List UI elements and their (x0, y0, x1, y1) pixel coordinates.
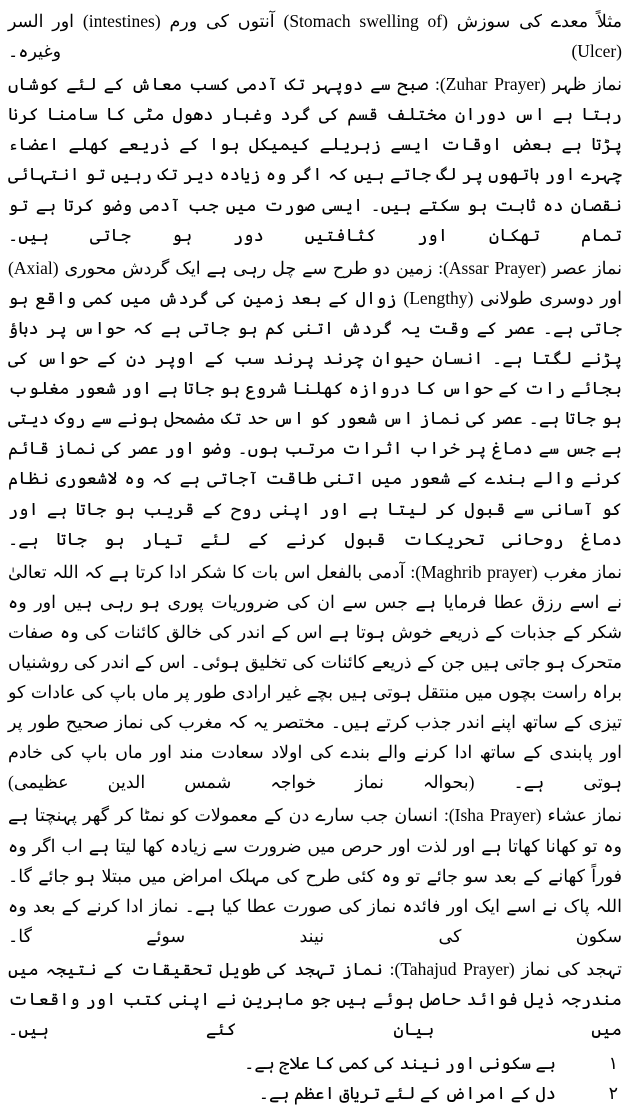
list-item-number: ۲ (608, 1082, 618, 1103)
list-item-number: ۱ (608, 1053, 618, 1074)
paragraph-maghrib-prayer: نماز مغرب (Maghrib prayer): آدمی بالفعل اس بات کا شکر ادا کرتا ہے کہ اللہ تعالیٰ نے اسے رزق عطا فرمایا ہے جس سے ان کی ضروریات پوری ہو رہی ہیں اور وہ شکر کے جذبات کے ذریعے خوش ہوتا ہے اس کے اندر کی خالق کائنات کی وہ صفات متحرک ہو جاتی ہیں جن کے ذریعے کائنات کی تخلیق ہوئی۔ اس کے اندر کی روشنیاں براہ راست بچوں میں منتقل ہوتی ہیں بچے غیر ارادی طور پر ماں باپ کی عادات کو تیزی کے ساتھ اپنے اندر جذب کرتے ہیں۔ مختصر یہ کہ مغرب کی نماز صحیح طور پر اور پابندی کے ساتھ ادا کرنے والے بندے کی اولاد سعادت مند اور ماں باپ کی خادم ہوتی ہے۔ (بحوالہ نماز خواجہ شمس الدین عظیمی) (8, 561, 622, 793)
list-item-label: بے سکونی اور نیند کی کمی کا علاج ہے۔ (244, 1053, 556, 1074)
list-item-label: دل کے امراض کے لئے تریاق اعظم ہے۔ (258, 1082, 556, 1103)
paragraph-tahajud-prayer: تہجد کی نماز (Tahajud Prayer): نماز تہجد کی طویل تحقیقات کے نتیجہ میں مندرجہ ذیل فوائد حاصل ہوئے ہیں جو ماہرین نے اپنی کتب اور واقعات میں بیان کئے ہیں۔ (8, 958, 622, 1040)
paragraph-assar-prayer: نماز عصر (Assar Prayer): زمین دو طرح سے چل رہی ہے ایک گردش محوری (Axial) اور دوسری طولانی (Lengthy) زوال کے بعد زمین کی گردش میں کمی واقع ہو جاتی ہے۔ عصر کے وقت یہ گردش اتنی کم ہو جاتی ہے کہ حواس پر دباؤ پڑنے لگتا ہے۔ انسان حیوان چرند پرند سب کے اوپر دن کے حواس کی بجائے رات کے حواس کا دروازہ کھلنا شروع ہو جاتا ہے اور شعور مغلوب ہو جاتا ہے۔ عصر کی نماز اس شعور کو اس حد تک مضمحل ہونے سے روک دیتی ہے جس سے دماغ پر خراب اثرات مرتب ہوں۔ وضو اور عصر کی نماز قائم کرنے والے بندے کے شعور میں اتنی طاقت آجاتی ہے کہ وہ لاشعوری نظام کو آسانی سے قبول کر لیتا ہے اور اپنی روح کے قریب ہو جاتا ہے اور دماغ روحانی تحریکات قبول کرنے کے لئے تیار ہو جاتا ہے۔ (8, 257, 623, 549)
paragraph-isha-prayer: نماز عشاء (Isha Prayer): انسان جب سارے دن کے معمولات کو نمٹا کر گھر پہنچتا ہے وہ تو کھانا کھاتا ہے اور لذت اور حرص میں ضرورت سے زیادہ کھا لیتا ہے اب اگر وہ فوراً کھانے کے بعد سو جائے تو وہ کئی طرح کی مہلک امراض میں مبتلا ہو جائے گا۔ اللہ پاک نے اسے ایک اور فائدہ نماز کی صورت عطا کیا ہے۔ نماز ادا کرنے کے بعد وہ سکون کی نیند سوئے گا۔ (8, 805, 622, 946)
paragraph-zuhar-prayer: نماز ظہر (Zuhar Prayer): صبح سے دوپہر تک آدمی کسب معاش کے لئے کوشاں رہتا ہے اس دوران مختلف قسم کی گرد وغبار دھول مٹی کا سامنا کرنا پڑتا ہے بعض اوقات ایسے زہریلے کیمیکل ہوا کے ذریعے کھلے اعضاء چہرے اور ہاتھوں پر لگ جاتے ہیں کہ اگر وہ زیادہ دیر تک رہیں تو انتہائی نقصان دہ ثابت ہو سکتے ہیں۔ ایسی صورت میں جب آدمی وضو کرتا ہے تو تمام تھکان اور کثافتیں دور ہو جاتی ہیں۔ (8, 74, 623, 245)
list-item (8, 1049, 622, 1079)
list-item (8, 1079, 622, 1109)
paragraph-intro: مثلاً معدے کی سوزش (Stomach swelling of) آنتوں کی ورم (intestines) اور السر (Ulcer) وغیرہ۔ (8, 11, 622, 62)
